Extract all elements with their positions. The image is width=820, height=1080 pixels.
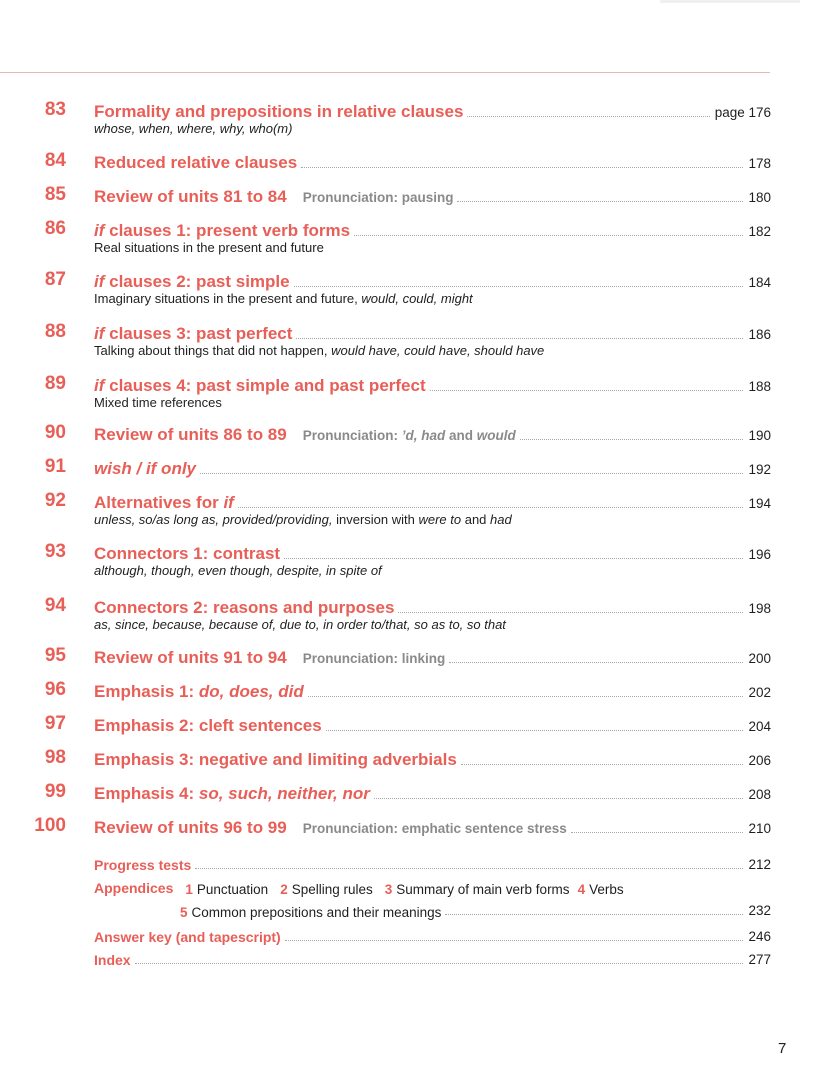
pronunciation-label [303,820,567,838]
italic-text: so, such, neither, nor [198,784,370,803]
page-reference: page 176 [714,105,771,120]
unit-title-line[interactable] [94,322,771,344]
unit-number: 96 [44,679,66,700]
text-run: Mixed time references [94,395,222,410]
dot-leader [445,914,743,915]
unit-title[interactable] [94,425,287,445]
dot-leader [374,798,744,799]
text-run: Connectors 2: reasons and purposes [94,598,395,617]
italic-text: whose, when, where, why, who(m) [94,121,293,136]
text-run: inversion with [332,512,419,527]
dot-leader [461,764,744,765]
unit-title[interactable] [94,818,287,838]
unit-number: 95 [44,645,66,666]
page-reference: 198 [748,601,771,616]
text-run: Review of units 91 to 94 [94,648,287,667]
page-number: 7 [778,1040,787,1057]
dot-leader [430,390,744,391]
appendix-item-3[interactable] [385,882,570,897]
text-run: Talking about things that did not happen, [94,343,332,358]
appendices-second-line[interactable] [180,898,771,920]
text-run: Formality and prepositions in relative clauses [94,102,464,121]
answer-key-page: 246 [748,929,771,944]
unit-title-line[interactable] [94,680,771,702]
italic-text: do, does, did [198,682,304,701]
dot-leader [238,507,744,508]
answer-key-label: Answer key (and tapescript) [94,929,281,945]
unit-title[interactable] [94,102,463,122]
unit-title-line[interactable] [94,748,771,770]
page-reference: 188 [748,379,771,394]
unit-title-line[interactable] [94,816,771,838]
appendix-item-5[interactable] [180,905,441,920]
unit-number: 98 [44,747,66,768]
text-run: Review of units 96 to 99 [94,818,287,837]
pronunciation-label [303,189,454,207]
page-reference: 210 [748,821,771,836]
dot-leader [195,868,743,869]
unit-number: 90 [44,422,66,443]
unit-title-line[interactable] [94,151,771,173]
unit-title-line[interactable] [94,646,771,668]
unit-subtitle [94,617,506,633]
unit-title-line[interactable] [94,542,771,564]
dot-leader [308,696,744,697]
unit-title[interactable] [94,682,304,702]
appendix-label: Verbs [589,882,624,897]
italic-text: ’d, had [401,428,446,443]
page-reference: 196 [748,547,771,562]
italic-text: wish / if only [94,459,197,478]
corner-mark [660,0,800,3]
unit-number: 94 [44,595,66,616]
dot-leader [571,832,744,833]
text-run: Reduced relative clauses [94,153,298,172]
appendix-item-1[interactable] [185,882,268,897]
italic-text: had [490,512,512,527]
unit-number: 92 [44,490,66,511]
unit-title-line[interactable] [94,374,771,396]
unit-number: 91 [44,456,66,477]
text-run: Pronunciation: [302,428,402,443]
unit-number: 83 [44,99,66,120]
dot-leader [284,558,743,559]
unit-subtitle [94,395,222,411]
index-label: Index [94,952,131,968]
text-run: Review of units 86 to 89 [94,425,287,444]
appendix-label: Spelling rules [291,882,373,897]
appendices-label: Appendices [94,880,174,896]
page-reference: 208 [748,787,771,802]
text-run: Alternatives for [94,493,224,512]
unit-title-line[interactable] [94,423,771,445]
unit-title[interactable] [94,493,234,513]
text-run: Real situations in the present and future [94,240,324,255]
text-run: Emphasis 1: [94,682,199,701]
unit-title-line[interactable] [94,596,771,618]
unit-title-line[interactable] [94,714,771,736]
page-reference: 186 [748,327,771,342]
index-entry[interactable] [94,947,771,969]
unit-number: 87 [44,269,66,290]
text-run: and [445,428,477,443]
text-run: Emphasis 2: cleft sentences [94,716,322,735]
appendix-number: 1 [185,882,193,897]
page-reference: 192 [748,462,771,477]
page-reference: 202 [748,685,771,700]
dot-leader [200,473,743,474]
text-run: and [461,512,491,527]
page-reference: 206 [748,753,771,768]
text-run: Pronunciation: pausing [302,190,454,205]
unit-subtitle [94,343,544,359]
unit-subtitle [94,121,292,137]
italic-text: although, though, even though, despite, in spite of [94,563,382,578]
unit-number: 84 [44,150,66,171]
page-reference: 190 [748,428,771,443]
unit-title[interactable] [94,716,322,736]
unit-number: 89 [44,373,66,394]
page-reference: 204 [748,719,771,734]
unit-title-line[interactable] [94,100,771,122]
italic-text: would have, could have, should have [331,343,545,358]
dot-leader [520,439,744,440]
dot-leader [135,963,744,964]
unit-number: 88 [44,321,66,342]
italic-text: were to [418,512,462,527]
appendix-item-2[interactable] [280,882,373,897]
unit-title[interactable] [94,272,290,292]
unit-subtitle [94,512,512,528]
page-reference: 182 [748,224,771,239]
unit-subtitle [94,291,473,307]
appendix-number: 5 [180,905,188,920]
dot-leader [467,116,709,117]
text-run: Connectors 1: contrast [94,544,281,563]
appendix-number: 4 [577,882,586,897]
page-reference: 180 [748,190,771,205]
page-reference: 184 [748,275,771,290]
unit-title[interactable] [94,648,287,668]
unit-title-line[interactable] [94,185,771,207]
unit-subtitle [94,563,382,579]
text-run: clauses 4: past simple and past perfect [104,376,426,395]
text-run: Review of units 81 to 84 [94,187,287,206]
appendix-number: 2 [280,882,288,897]
unit-title[interactable] [94,153,297,173]
progress-tests-label: Progress tests [94,857,192,873]
dot-leader [296,338,743,339]
unit-number: 100 [34,815,66,836]
dot-leader [449,662,743,663]
appendix-item-4[interactable] [578,882,624,897]
italic-text: if [94,221,105,240]
progress-tests-entry[interactable] [94,852,771,874]
answer-key-entry[interactable] [94,924,771,946]
appendix-label: Punctuation [196,882,269,897]
unit-subtitle [94,240,324,256]
text-run: clauses 1: present verb forms [104,221,351,240]
italic-text: if [223,493,234,512]
page-reference: 200 [748,651,771,666]
unit-title-line[interactable] [94,491,771,513]
header-rule [0,72,770,73]
dot-leader [294,286,744,287]
unit-title-line[interactable] [94,270,771,292]
pronunciation-label [303,427,516,445]
italic-text: would [476,428,516,443]
text-run: Emphasis 3: negative and limiting adverbials [94,750,457,769]
index-page: 277 [748,952,771,967]
unit-title[interactable] [94,459,196,479]
unit-title[interactable] [94,376,426,396]
appendix-label: Common prepositions and their meanings [191,905,442,920]
italic-text: as, since, because, because of, due to, in order to/that, so as to, so that [94,617,506,632]
appendix-number: 3 [384,882,393,897]
unit-title[interactable] [94,598,394,618]
appendices-page: 232 [748,903,771,918]
unit-number: 99 [44,781,66,802]
progress-tests-page: 212 [748,857,771,872]
page-reference: 178 [748,156,771,171]
text-run: Pronunciation: linking [302,651,446,666]
unit-number: 85 [44,184,66,205]
unit-title[interactable] [94,221,350,241]
italic-text: if [94,324,105,343]
italic-text: if [94,272,105,291]
dot-leader [301,167,743,168]
unit-number: 86 [44,218,66,239]
text-run: Imaginary situations in the present and future, [94,291,362,306]
dot-leader [398,612,743,613]
dot-leader [326,730,744,731]
text-run: Pronunciation: emphatic sentence stress [302,821,567,836]
unit-title-line[interactable] [94,219,771,241]
unit-title-line[interactable] [94,782,771,804]
appendix-label: Summary of main verb forms [396,882,570,897]
unit-title-line[interactable] [94,457,771,479]
dot-leader [285,940,744,941]
dot-leader [457,201,743,202]
unit-title[interactable] [94,750,457,770]
unit-title[interactable] [94,187,287,207]
italic-text: if [94,376,105,395]
text-run: clauses 3: past perfect [104,324,293,343]
text-run: Emphasis 4: [94,784,199,803]
unit-title[interactable] [94,544,280,564]
page-reference: 194 [748,496,771,511]
appendices-entry[interactable] [94,877,624,897]
unit-title[interactable] [94,324,292,344]
italic-text: unless, so/as long as, provided/providing, [94,512,333,527]
pronunciation-label [303,650,446,668]
text-run: clauses 2: past simple [104,272,290,291]
dot-leader [354,235,743,236]
unit-number: 97 [44,713,66,734]
unit-title[interactable] [94,784,370,804]
unit-number: 93 [44,541,66,562]
italic-text: would, could, might [361,291,473,306]
